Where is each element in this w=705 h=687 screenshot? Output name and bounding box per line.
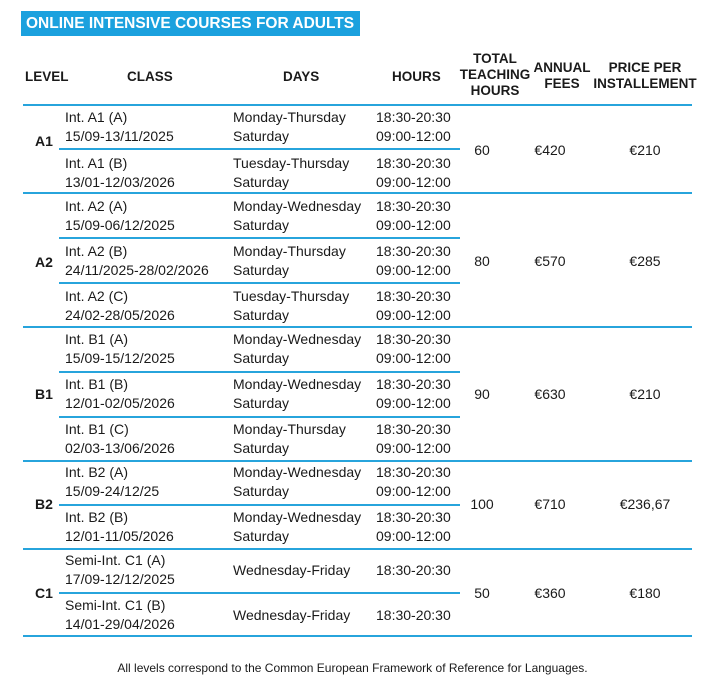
days-weekday: Monday-Wednesday: [233, 331, 362, 347]
row-divider: [59, 371, 460, 373]
days-cell: [233, 420, 346, 458]
hours-weekend: 09:00-12:00: [376, 350, 451, 366]
header-hours: HOURS: [392, 69, 441, 84]
level-label-c1: C1: [35, 585, 53, 601]
hours-weekday: 18:30-20:30: [376, 288, 451, 304]
class-cell: [65, 330, 175, 368]
hours-cell: [376, 606, 451, 625]
header-total-teaching-hours: [459, 51, 531, 99]
days-cell: [233, 508, 361, 546]
hours-cell: [376, 508, 451, 546]
class-name: Semi-Int. C1 (A): [65, 552, 166, 568]
class-name: Int. A1 (B): [65, 155, 128, 171]
header-class: CLASS: [127, 69, 173, 84]
row-divider: [59, 148, 460, 150]
days-weekday: Tuesday-Thursday: [233, 288, 350, 304]
group-divider-b1: [23, 460, 692, 462]
hours-weekday: 18:30-20:30: [376, 562, 451, 578]
total-hours-a2: 80: [474, 253, 490, 269]
days-weekday: Monday-Wednesday: [233, 376, 362, 392]
class-name: Int. B2 (B): [65, 509, 129, 525]
price-b1: €210: [629, 386, 661, 402]
header-total-line3: HOURS: [470, 83, 520, 98]
hours-weekend: 09:00-12:00: [376, 440, 451, 456]
class-cell: [65, 287, 175, 325]
annual-fees-a2: €570: [534, 253, 566, 269]
hours-weekday: 18:30-20:30: [376, 243, 451, 259]
class-name: Semi-Int. C1 (B): [65, 597, 166, 613]
header-price-line1: PRICE PER: [608, 60, 682, 75]
hours-weekday: 18:30-20:30: [376, 155, 451, 171]
days-cell: [233, 287, 349, 325]
days-weekend: Saturday: [233, 307, 290, 323]
days-weekend: Saturday: [233, 350, 290, 366]
row-divider: [59, 504, 460, 506]
class-cell: [65, 375, 175, 413]
hours-weekend: 09:00-12:00: [376, 483, 451, 499]
days-weekday: Monday-Wednesday: [233, 464, 362, 480]
level-label-b2: B2: [35, 496, 53, 512]
class-cell: [65, 420, 175, 458]
hours-weekend: 09:00-12:00: [376, 395, 451, 411]
header-annual-fees: [532, 60, 592, 92]
hours-weekend: 09:00-12:00: [376, 262, 451, 278]
days-weekend: Saturday: [233, 174, 290, 190]
days-weekend: Saturday: [233, 395, 290, 411]
hours-weekday: 18:30-20:30: [376, 509, 451, 525]
annual-fees-b1: €630: [534, 386, 566, 402]
header-divider: [23, 104, 692, 106]
class-cell: [65, 242, 209, 280]
header-days: DAYS: [283, 69, 320, 84]
hours-weekday: 18:30-20:30: [376, 376, 451, 392]
class-name: Int. A2 (B): [65, 243, 128, 259]
hours-weekday: 18:30-20:30: [376, 607, 451, 623]
page-title: ONLINE INTENSIVE COURSES FOR ADULTS: [21, 11, 360, 36]
days-weekend: Saturday: [233, 440, 290, 456]
hours-weekend: 09:00-12:00: [376, 128, 451, 144]
class-name: Int. A2 (C): [65, 288, 129, 304]
price-a1: €210: [629, 142, 661, 158]
level-label-a2: A2: [35, 254, 53, 270]
days-weekend: Saturday: [233, 128, 290, 144]
class-dates: 02/03-13/06/2026: [65, 440, 175, 456]
hours-weekday: 18:30-20:30: [376, 331, 451, 347]
total-hours-b2: 100: [470, 496, 494, 512]
hours-cell: [376, 420, 451, 458]
hours-cell: [376, 242, 451, 280]
days-cell: [233, 375, 361, 413]
days-cell: [233, 197, 361, 235]
days-weekday: Monday-Thursday: [233, 421, 346, 437]
class-dates: 15/09-13/11/2025: [65, 128, 174, 144]
hours-weekday: 18:30-20:30: [376, 198, 451, 214]
group-divider-a2: [23, 326, 692, 328]
class-dates: 12/01-02/05/2026: [65, 395, 175, 411]
group-divider-b2: [23, 548, 692, 550]
hours-cell: [376, 463, 451, 501]
class-dates: 12/01-11/05/2026: [65, 528, 174, 544]
hours-cell: [376, 375, 451, 413]
class-dates: 14/01-29/04/2026: [65, 616, 175, 632]
class-cell: [65, 154, 175, 192]
annual-fees-b2: €710: [534, 496, 566, 512]
row-divider: [59, 282, 460, 284]
price-b2: €236,67: [619, 496, 671, 512]
row-divider: [59, 237, 460, 239]
hours-weekend: 09:00-12:00: [376, 307, 451, 323]
hours-cell: [376, 287, 451, 325]
days-weekday: Monday-Thursday: [233, 109, 346, 125]
class-cell: [65, 197, 175, 235]
hours-cell: [376, 108, 451, 146]
header-total-line2: TEACHING: [459, 67, 531, 82]
class-dates: 15/09-24/12/25: [65, 483, 160, 499]
class-dates: 17/09-12/12/2025: [65, 571, 175, 587]
days-cell: [233, 330, 361, 368]
class-name: Int. B2 (A): [65, 464, 129, 480]
days-weekend: Saturday: [233, 528, 290, 544]
days-cell: [233, 108, 346, 146]
class-name: Int. B1 (C): [65, 421, 129, 437]
group-divider-a1: [23, 192, 692, 194]
header-total-line1: TOTAL: [473, 51, 517, 66]
hours-weekday: 18:30-20:30: [376, 464, 451, 480]
days-weekday: Wednesday-Friday: [233, 562, 351, 578]
days-cell: [233, 154, 349, 192]
class-dates: 15/09-15/12/2025: [65, 350, 175, 366]
row-divider: [59, 416, 460, 418]
annual-fees-a1: €420: [534, 142, 566, 158]
days-weekday: Wednesday-Friday: [233, 607, 351, 623]
class-name: Int. A1 (A): [65, 109, 128, 125]
days-weekend: Saturday: [233, 217, 290, 233]
hours-cell: [376, 197, 451, 235]
hours-weekend: 09:00-12:00: [376, 174, 451, 190]
header-price-line2: INSTALLEMENT: [593, 76, 697, 91]
header-price-per-installement: [593, 60, 697, 92]
hours-weekday: 18:30-20:30: [376, 109, 451, 125]
days-weekday: Monday-Thursday: [233, 243, 346, 259]
total-hours-a1: 60: [474, 142, 490, 158]
class-dates: 13/01-12/03/2026: [65, 174, 175, 190]
class-name: Int. B1 (A): [65, 331, 129, 347]
class-dates: 24/02-28/05/2026: [65, 307, 175, 323]
class-dates: 24/11/2025-28/02/2026: [65, 262, 209, 278]
row-divider: [59, 592, 460, 594]
header-fees-line2: FEES: [544, 76, 580, 91]
class-cell: [65, 108, 174, 146]
days-cell: [233, 606, 350, 625]
days-cell: [233, 242, 346, 280]
class-name: Int. A2 (A): [65, 198, 128, 214]
class-cell: [65, 596, 175, 634]
header-fees-line1: ANNUAL: [533, 60, 591, 75]
days-weekend: Saturday: [233, 483, 290, 499]
hours-cell: [376, 330, 451, 368]
table-bottom-border: [23, 635, 692, 637]
class-cell: [65, 463, 159, 501]
days-cell: [233, 463, 361, 501]
days-weekday: Monday-Wednesday: [233, 509, 362, 525]
hours-cell: [376, 154, 451, 192]
days-weekday: Monday-Wednesday: [233, 198, 362, 214]
hours-cell: [376, 561, 451, 580]
class-dates: 15/09-06/12/2025: [65, 217, 175, 233]
hours-weekday: 18:30-20:30: [376, 421, 451, 437]
days-weekend: Saturday: [233, 262, 290, 278]
hours-weekend: 09:00-12:00: [376, 528, 451, 544]
days-weekday: Tuesday-Thursday: [233, 155, 350, 171]
level-label-a1: A1: [35, 133, 53, 149]
class-cell: [65, 508, 174, 546]
total-hours-c1: 50: [474, 585, 490, 601]
annual-fees-c1: €360: [534, 585, 566, 601]
footer-note: All levels correspond to the Common European Framework of Reference for Languages.: [117, 661, 588, 675]
level-label-b1: B1: [35, 386, 53, 402]
class-cell: [65, 551, 175, 589]
header-level: LEVEL: [25, 69, 69, 84]
hours-weekend: 09:00-12:00: [376, 217, 451, 233]
total-hours-b1: 90: [474, 386, 490, 402]
price-a2: €285: [629, 253, 661, 269]
price-c1: €180: [629, 585, 661, 601]
days-cell: [233, 561, 350, 580]
class-name: Int. B1 (B): [65, 376, 129, 392]
